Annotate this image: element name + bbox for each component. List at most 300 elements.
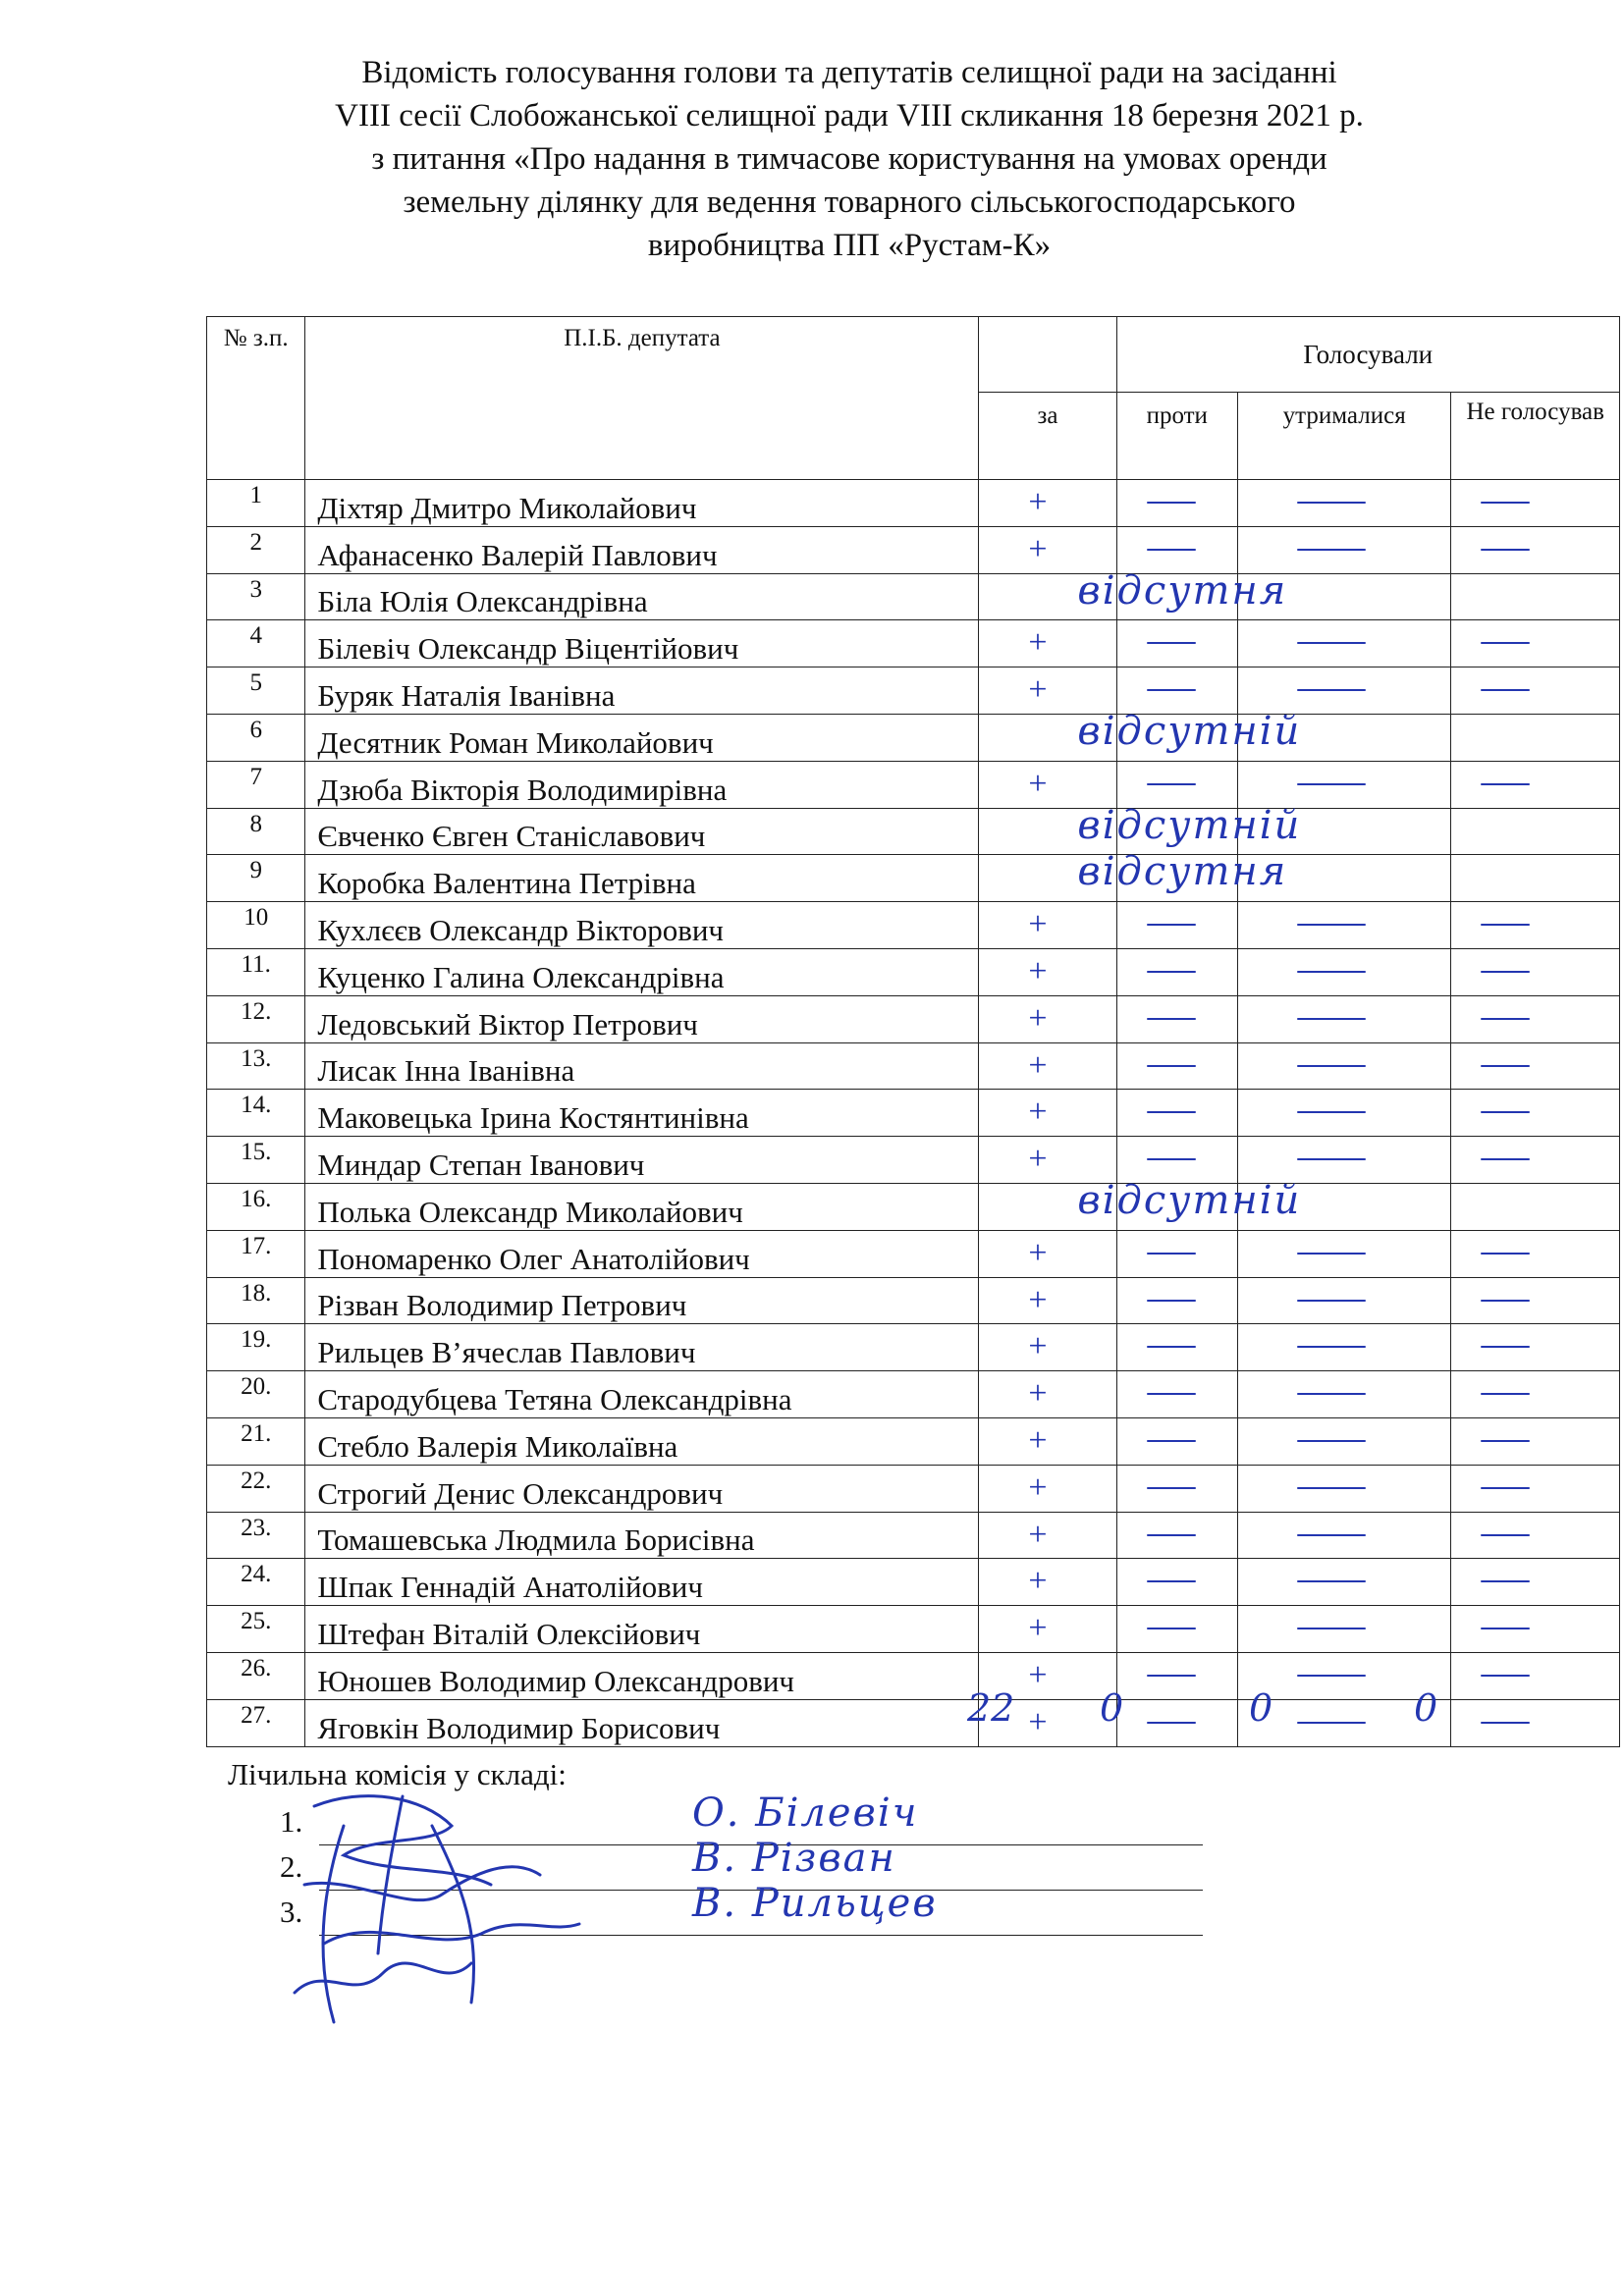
row-number: 12.	[207, 995, 305, 1042]
vote-for-cell	[979, 1606, 1116, 1653]
dash-mark	[1481, 783, 1530, 785]
table-row	[207, 1324, 1620, 1371]
vote-abstained-cell	[1237, 573, 1451, 620]
row-number: 27.	[207, 1699, 305, 1746]
vote-for-cell	[979, 620, 1116, 667]
vote-for-cell	[979, 802, 1302, 855]
vote-for-cell	[979, 849, 1288, 902]
absent-note: відсутня	[1077, 849, 1288, 895]
dash-mark	[1147, 1158, 1196, 1160]
row-number: 25.	[207, 1606, 305, 1653]
vote-against-cell	[1116, 1465, 1237, 1512]
table-row	[207, 1230, 1620, 1277]
vote-against-cell	[1116, 1137, 1237, 1184]
vote-against-cell	[1116, 1042, 1237, 1090]
deputy-name: Миндар Степан Іванович	[305, 1137, 979, 1184]
title-line-3: з питання «Про надання в тимчасове користування на умовах оренди	[371, 141, 1327, 177]
vote-abstained-cell	[1237, 1606, 1451, 1653]
vote-for-cell	[979, 948, 1116, 995]
row-number: 13.	[207, 1042, 305, 1090]
deputy-name: Куценко Галина Олександрівна	[305, 948, 979, 995]
deputy-name: Стебло Валерія Миколаївна	[305, 1417, 979, 1465]
vote-against-cell	[1116, 761, 1237, 808]
table-row	[207, 1371, 1620, 1418]
row-number: 6	[207, 714, 305, 761]
vote-against-cell	[1116, 573, 1237, 620]
vote-against-cell	[1116, 1417, 1237, 1465]
deputy-name: Яговкін Володимир Борисович	[305, 1699, 979, 1746]
dash-mark	[1297, 1065, 1366, 1067]
vote-not-voted-cell	[1451, 1230, 1620, 1277]
vote-for-cell	[979, 761, 1116, 808]
table-row	[207, 948, 1620, 995]
dash-mark	[1297, 1158, 1366, 1160]
vote-for-cell	[979, 995, 1116, 1042]
dash-mark	[1147, 689, 1196, 691]
vote-not-voted-cell	[1451, 573, 1620, 620]
vote-not-voted-cell	[1451, 761, 1620, 808]
vote-not-voted-cell	[1451, 1324, 1620, 1371]
plus-mark: +	[1028, 1046, 1048, 1084]
voting-table	[206, 316, 1620, 1747]
vote-abstained-cell	[1237, 1559, 1451, 1606]
dash-mark	[1147, 1675, 1196, 1677]
absent-note: відсутня	[1077, 567, 1288, 614]
plus-mark: +	[1028, 484, 1048, 520]
total-against: 0	[1100, 1686, 1124, 1730]
vote-abstained-cell	[1237, 948, 1451, 995]
dash-mark	[1147, 1628, 1196, 1629]
vote-against-cell	[1116, 1230, 1237, 1277]
row-number: 10	[207, 902, 305, 949]
plus-mark: +	[1028, 671, 1048, 709]
plus-mark: +	[1028, 1141, 1048, 1178]
plus-mark: +	[1028, 1563, 1048, 1600]
vote-not-voted-cell	[1451, 1512, 1620, 1559]
vote-against-cell	[1116, 1512, 1237, 1559]
vote-against-cell	[1116, 902, 1237, 949]
vote-abstained-cell	[1237, 1324, 1451, 1371]
vote-abstained-cell	[1237, 1371, 1451, 1418]
vote-against-cell	[1116, 526, 1237, 573]
row-number: 14.	[207, 1090, 305, 1137]
vote-abstained-cell	[1237, 1277, 1451, 1324]
plus-mark: +	[1028, 906, 1048, 943]
dash-mark	[1297, 1675, 1366, 1677]
deputy-name: Дзюба Вікторія Володимирівна	[305, 761, 979, 808]
vote-not-voted-cell	[1451, 714, 1620, 761]
plus-mark: +	[1028, 1610, 1048, 1647]
header-abstained: утрималися	[1237, 393, 1451, 480]
deputy-name: Стародубцева Тетяна Олександрівна	[305, 1371, 979, 1418]
vote-against-cell	[1116, 855, 1237, 902]
vote-not-voted-cell	[1451, 1606, 1620, 1653]
vote-abstained-cell	[1237, 1042, 1451, 1090]
dash-mark	[1147, 1393, 1196, 1395]
row-number: 1	[207, 480, 305, 527]
row-number: 17.	[207, 1230, 305, 1277]
header-number: № з.п.	[207, 317, 305, 480]
vote-abstained-cell	[1237, 480, 1451, 527]
row-number: 18.	[207, 1277, 305, 1324]
dash-mark	[1147, 1440, 1196, 1442]
vote-abstained-cell	[1237, 808, 1451, 855]
vote-for-cell	[979, 1559, 1116, 1606]
row-number: 9	[207, 855, 305, 902]
row-number: 16.	[207, 1183, 305, 1230]
dash-mark	[1481, 1393, 1530, 1395]
vote-against-cell	[1116, 1090, 1237, 1137]
plus-mark: +	[1028, 1281, 1048, 1318]
vote-not-voted-cell	[1451, 902, 1620, 949]
row-number: 23.	[207, 1512, 305, 1559]
deputy-name: Полька Олександр Миколайович	[305, 1183, 979, 1230]
plus-mark: +	[1028, 624, 1048, 662]
dash-mark	[1297, 971, 1366, 973]
vote-for-cell	[979, 1417, 1116, 1465]
table-row	[207, 1137, 1620, 1184]
row-number: 26.	[207, 1652, 305, 1699]
vote-against-cell	[1116, 1371, 1237, 1418]
vote-for-cell	[979, 1512, 1116, 1559]
table-row	[207, 995, 1620, 1042]
deputy-name: Штефан Віталій Олексійович	[305, 1606, 979, 1653]
dash-mark	[1481, 1018, 1530, 1020]
row-number: 11.	[207, 948, 305, 995]
row-number: 21.	[207, 1417, 305, 1465]
dash-mark	[1481, 642, 1530, 644]
dash-mark	[1481, 1253, 1530, 1255]
dash-mark	[1297, 1346, 1366, 1348]
vote-not-voted-cell	[1451, 1042, 1620, 1090]
plus-mark: +	[1028, 1375, 1048, 1413]
dash-mark	[1147, 1580, 1196, 1582]
vote-against-cell	[1116, 620, 1237, 667]
plus-mark: +	[1028, 1234, 1048, 1271]
table-row	[207, 1042, 1620, 1090]
vote-not-voted-cell	[1451, 1277, 1620, 1324]
dash-mark	[1297, 783, 1366, 785]
dash-mark	[1297, 1580, 1366, 1582]
header-empty	[979, 317, 1116, 393]
vote-abstained-cell	[1237, 1417, 1451, 1465]
dash-mark	[1297, 549, 1366, 551]
deputy-name: Євченко Євген Станіславович	[305, 808, 979, 855]
deputy-name: Різван Володимир Петрович	[305, 1277, 979, 1324]
row-number: 3	[207, 573, 305, 620]
plus-mark: +	[1028, 1516, 1048, 1553]
vote-abstained-cell	[1237, 1183, 1451, 1230]
vote-abstained-cell	[1237, 1465, 1451, 1512]
row-number: 20.	[207, 1371, 305, 1418]
plus-mark: +	[1028, 1094, 1048, 1131]
table-row	[207, 480, 1620, 527]
vote-against-cell	[1116, 808, 1237, 855]
vote-against-cell	[1116, 480, 1237, 527]
vote-against-cell	[1116, 948, 1237, 995]
vote-abstained-cell	[1237, 714, 1451, 761]
row-number: 4	[207, 620, 305, 667]
vote-for-cell	[979, 1090, 1116, 1137]
table-row	[207, 573, 1620, 620]
vote-abstained-cell	[1237, 1230, 1451, 1277]
commission-label: Лічильна комісія у складі:	[228, 1757, 567, 1791]
table-row	[207, 1652, 1620, 1699]
dash-mark	[1297, 502, 1366, 504]
deputy-name: Афанасенко Валерій Павлович	[305, 526, 979, 573]
dash-mark	[1147, 783, 1196, 785]
vote-not-voted-cell	[1451, 1465, 1620, 1512]
row-number: 15.	[207, 1137, 305, 1184]
plus-mark: +	[1028, 530, 1048, 567]
deputy-name: Діхтяр Дмитро Миколайович	[305, 480, 979, 527]
dash-mark	[1297, 1628, 1366, 1629]
vote-against-cell	[1116, 667, 1237, 715]
dash-mark	[1297, 1487, 1366, 1489]
vote-abstained-cell	[1237, 526, 1451, 573]
vote-not-voted-cell	[1451, 1652, 1620, 1699]
dash-mark	[1481, 1111, 1530, 1113]
dash-mark	[1481, 1487, 1530, 1489]
vote-against-cell	[1116, 1652, 1237, 1699]
plus-mark: +	[1028, 1656, 1048, 1693]
header-for: за	[979, 393, 1116, 480]
vote-against-cell	[1116, 995, 1237, 1042]
total-abstained: 0	[1249, 1686, 1273, 1730]
table-row	[207, 1090, 1620, 1137]
dash-mark	[1481, 924, 1530, 926]
table-row	[207, 808, 1620, 855]
member-signature-name: О. Білевіч	[692, 1790, 919, 1836]
dash-mark	[1297, 1722, 1366, 1724]
dash-mark	[1147, 549, 1196, 551]
vote-against-cell	[1116, 1324, 1237, 1371]
dash-mark	[1147, 1487, 1196, 1489]
dash-mark	[1297, 1300, 1366, 1302]
dash-mark	[1147, 1534, 1196, 1536]
vote-for-cell	[979, 480, 1116, 527]
dash-mark	[1481, 502, 1530, 504]
title-line-2: VIII сесії Слобожанської селищної ради VIII скликання 18 березня 2021 р.	[335, 98, 1364, 133]
table-row	[207, 1606, 1620, 1653]
vote-not-voted-cell	[1451, 1137, 1620, 1184]
dash-mark	[1481, 549, 1530, 551]
vote-abstained-cell	[1237, 1137, 1451, 1184]
plus-mark: +	[1028, 1328, 1048, 1365]
row-number: 8	[207, 808, 305, 855]
absent-note: відсутній	[1077, 802, 1302, 848]
vote-for-cell	[979, 708, 1302, 761]
vote-abstained-cell	[1237, 855, 1451, 902]
vote-not-voted-cell	[1451, 808, 1620, 855]
document-title	[245, 51, 1453, 267]
dash-mark	[1297, 1440, 1366, 1442]
title-line-1: Відомість голосування голови та депутатів селищної ради на засіданні	[361, 55, 1337, 90]
dash-mark	[1297, 1393, 1366, 1395]
deputy-name: Коробка Валентина Петрівна	[305, 855, 979, 902]
vote-abstained-cell	[1237, 761, 1451, 808]
deputy-name: Кухлєєв Олександр Вікторович	[305, 902, 979, 949]
table-row	[207, 1559, 1620, 1606]
header-voted: Голосували	[1116, 317, 1619, 393]
dash-mark	[1481, 1722, 1530, 1724]
deputy-name: Біла Юлія Олександрівна	[305, 573, 979, 620]
dash-mark	[1147, 1300, 1196, 1302]
table-row	[207, 667, 1620, 715]
vote-not-voted-cell	[1451, 1371, 1620, 1418]
vote-for-cell	[979, 1324, 1116, 1371]
member-number: 3.	[280, 1895, 303, 1929]
vote-for-cell	[979, 567, 1288, 620]
plus-mark: +	[1028, 999, 1048, 1037]
dash-mark	[1297, 1018, 1366, 1020]
vote-for-cell	[979, 1465, 1116, 1512]
vote-not-voted-cell	[1451, 995, 1620, 1042]
dash-mark	[1147, 1346, 1196, 1348]
vote-not-voted-cell	[1451, 480, 1620, 527]
dash-mark	[1481, 1158, 1530, 1160]
plus-mark: +	[1028, 952, 1048, 989]
vote-for-cell	[979, 902, 1116, 949]
dash-mark	[1481, 1440, 1530, 1442]
table-row	[207, 1699, 1620, 1746]
vote-against-cell	[1116, 1559, 1237, 1606]
dash-mark	[1481, 1300, 1530, 1302]
dash-mark	[1297, 642, 1366, 644]
header-against: проти	[1116, 393, 1237, 480]
member-signature-name: В. Рильцев	[692, 1881, 938, 1926]
dash-mark	[1297, 924, 1366, 926]
dash-mark	[1147, 1111, 1196, 1113]
handwritten-signature	[285, 1767, 599, 2042]
vote-against-cell	[1116, 1183, 1237, 1230]
dash-mark	[1481, 1675, 1530, 1677]
table-row	[207, 1183, 1620, 1230]
plus-mark: +	[1028, 1468, 1048, 1506]
absent-note: відсутній	[1077, 708, 1302, 754]
row-number: 19.	[207, 1324, 305, 1371]
row-number: 2	[207, 526, 305, 573]
dash-mark	[1481, 689, 1530, 691]
vote-abstained-cell	[1237, 902, 1451, 949]
title-line-5: виробництва ПП «Рустам-К»	[647, 228, 1052, 263]
vote-for-cell	[979, 1230, 1116, 1277]
dash-mark	[1481, 1580, 1530, 1582]
vote-not-voted-cell	[1451, 1417, 1620, 1465]
deputy-name: Лисак Інна Іванівна	[305, 1042, 979, 1090]
member-number: 2.	[280, 1849, 303, 1884]
header-not-voted: Не голосував	[1451, 393, 1620, 480]
member-signature-name: В. Різван	[692, 1836, 896, 1881]
table-row	[207, 902, 1620, 949]
vote-against-cell	[1116, 714, 1237, 761]
title-line-4: земельну ділянку для ведення товарного сільськогосподарського	[403, 185, 1296, 220]
dash-mark	[1297, 689, 1366, 691]
dash-mark	[1147, 502, 1196, 504]
dash-mark	[1297, 1111, 1366, 1113]
vote-for-cell	[979, 526, 1116, 573]
deputy-name: Білевіч Олександр Віцентійович	[305, 620, 979, 667]
dash-mark	[1147, 642, 1196, 644]
vote-against-cell	[1116, 1606, 1237, 1653]
deputy-name: Шпак Геннадій Анатолійович	[305, 1559, 979, 1606]
row-number: 24.	[207, 1559, 305, 1606]
vote-not-voted-cell	[1451, 948, 1620, 995]
dash-mark	[1147, 1722, 1196, 1724]
deputy-name: Маковецька Ірина Костянтинівна	[305, 1090, 979, 1137]
table-row	[207, 1277, 1620, 1324]
vote-not-voted-cell	[1451, 1090, 1620, 1137]
row-number: 22.	[207, 1465, 305, 1512]
table-row	[207, 855, 1620, 902]
vote-for-cell	[979, 1042, 1116, 1090]
total-not-voted: 0	[1414, 1686, 1438, 1730]
vote-abstained-cell	[1237, 995, 1451, 1042]
vote-for-cell	[979, 1177, 1302, 1230]
table-row	[207, 1512, 1620, 1559]
vote-abstained-cell	[1237, 620, 1451, 667]
table-row	[207, 526, 1620, 573]
vote-not-voted-cell	[1451, 855, 1620, 902]
deputy-name: Пономаренко Олег Анатолійович	[305, 1230, 979, 1277]
vote-for-cell	[979, 1137, 1116, 1184]
deputy-name: Буряк Наталія Іванівна	[305, 667, 979, 715]
dash-mark	[1147, 1065, 1196, 1067]
deputy-name: Юношев Володимир Олександрович	[305, 1652, 979, 1699]
vote-for-cell	[979, 667, 1116, 715]
deputy-name: Томашевська Людмила Борисівна	[305, 1512, 979, 1559]
vote-against-cell	[1116, 1277, 1237, 1324]
vote-abstained-cell	[1237, 1512, 1451, 1559]
vote-not-voted-cell	[1451, 1699, 1620, 1746]
absent-note: відсутній	[1077, 1177, 1302, 1223]
row-number: 7	[207, 761, 305, 808]
table-row	[207, 714, 1620, 761]
dash-mark	[1147, 1253, 1196, 1255]
table-row	[207, 761, 1620, 808]
deputy-name: Рильцев В’ячеслав Павлович	[305, 1324, 979, 1371]
vote-abstained-cell	[1237, 1090, 1451, 1137]
dash-mark	[1147, 924, 1196, 926]
dash-mark	[1297, 1534, 1366, 1536]
dash-mark	[1147, 1018, 1196, 1020]
table-row	[207, 1417, 1620, 1465]
deputy-name: Ледовський Віктор Петрович	[305, 995, 979, 1042]
vote-against-cell	[1116, 1699, 1237, 1746]
dash-mark	[1297, 1253, 1366, 1255]
vote-abstained-cell	[1237, 667, 1451, 715]
deputy-name: Строгий Денис Олександрович	[305, 1465, 979, 1512]
dash-mark	[1481, 1065, 1530, 1067]
vote-not-voted-cell	[1451, 667, 1620, 715]
dash-mark	[1481, 1346, 1530, 1348]
member-number: 1.	[280, 1804, 303, 1839]
plus-mark: +	[1028, 1421, 1048, 1459]
deputy-name: Десятник Роман Миколайович	[305, 714, 979, 761]
vote-not-voted-cell	[1451, 1559, 1620, 1606]
vote-not-voted-cell	[1451, 620, 1620, 667]
vote-not-voted-cell	[1451, 1183, 1620, 1230]
vote-for-cell	[979, 1277, 1116, 1324]
vote-not-voted-cell	[1451, 526, 1620, 573]
row-number: 5	[207, 667, 305, 715]
table-row	[207, 620, 1620, 667]
header-name: П.І.Б. депутата	[305, 317, 979, 480]
plus-mark: +	[1028, 1703, 1048, 1740]
total-for: 22	[967, 1686, 1015, 1730]
table-row	[207, 1465, 1620, 1512]
dash-mark	[1481, 1628, 1530, 1629]
